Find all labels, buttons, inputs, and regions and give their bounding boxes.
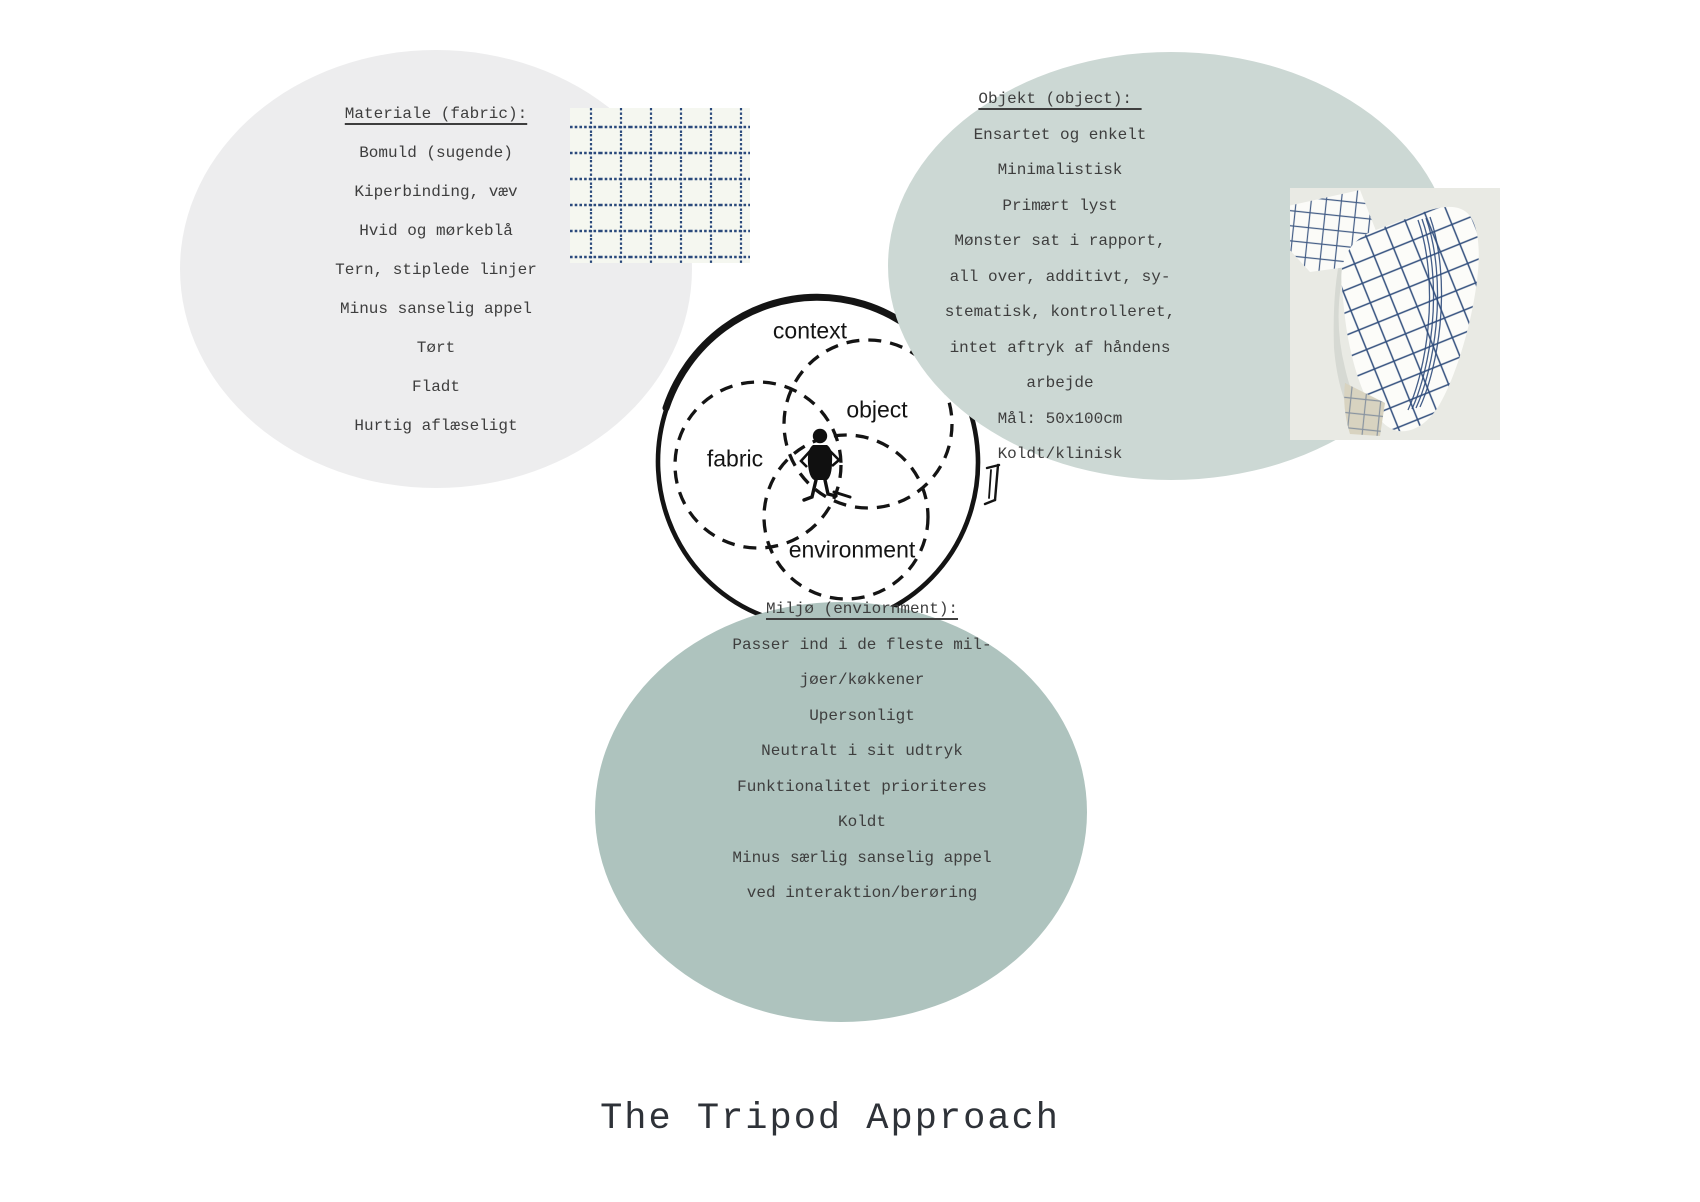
list-item: Bomuld (sugende) (359, 144, 513, 162)
list-item: ved interaktion/berøring (746, 884, 978, 902)
venn-label-environment: environment (788, 536, 916, 563)
list-item: stematisk, kontrolleret, (944, 303, 1176, 321)
list-item: Neutralt i sit udtryk (761, 742, 963, 760)
venn-label-object: object (846, 396, 908, 423)
fabric-section-heading: Materiale (fabric): (344, 105, 528, 123)
list-item: Mønster sat i rapport, (954, 232, 1166, 250)
list-item: Minimalistisk (997, 161, 1123, 179)
list-item: arbejde (1026, 374, 1094, 392)
tea-towel-photo (1290, 188, 1500, 440)
list-item: Hurtig aflæseligt (354, 417, 518, 435)
environment-section-text (612, 592, 1112, 912)
page-title: The Tripod Approach (600, 1098, 1060, 1140)
fabric-section-text (186, 95, 686, 446)
environment-section-heading: Miljø (enviornment): (765, 600, 959, 618)
venn-label-context: context (772, 317, 848, 344)
list-item: Hvid og mørkeblå (359, 222, 513, 240)
object-section-heading: Objekt (object): (978, 90, 1142, 108)
list-item: Kiperbinding, væv (354, 183, 518, 201)
list-item: Funktionalitet prioriteres (737, 777, 987, 796)
list-item: Tørt (416, 339, 456, 357)
list-item: Primært lyst (1002, 196, 1118, 215)
list-item: Mål: 50x100cm (997, 409, 1123, 428)
list-item: Passer ind i de fleste mil- (732, 635, 992, 654)
list-item: intet aftryk af håndens (949, 338, 1171, 357)
list-item: Minus særlig sanselig appel (732, 848, 992, 867)
list-item: Tern, stiplede linjer (335, 261, 537, 279)
list-item: Minus sanselig appel (339, 300, 533, 318)
venn-label-fabric: fabric (706, 445, 764, 472)
list-item: Ensartet og enkelt (973, 125, 1147, 144)
list-item: all over, additivt, sy- (949, 267, 1171, 286)
object-section-text (810, 82, 1310, 473)
list-item: Koldt/klinisk (997, 445, 1123, 463)
list-item: Upersonligt (809, 706, 915, 725)
list-item: Koldt (837, 813, 886, 831)
list-item: Fladt (411, 378, 460, 396)
list-item: jøer/køkkener (799, 671, 925, 689)
